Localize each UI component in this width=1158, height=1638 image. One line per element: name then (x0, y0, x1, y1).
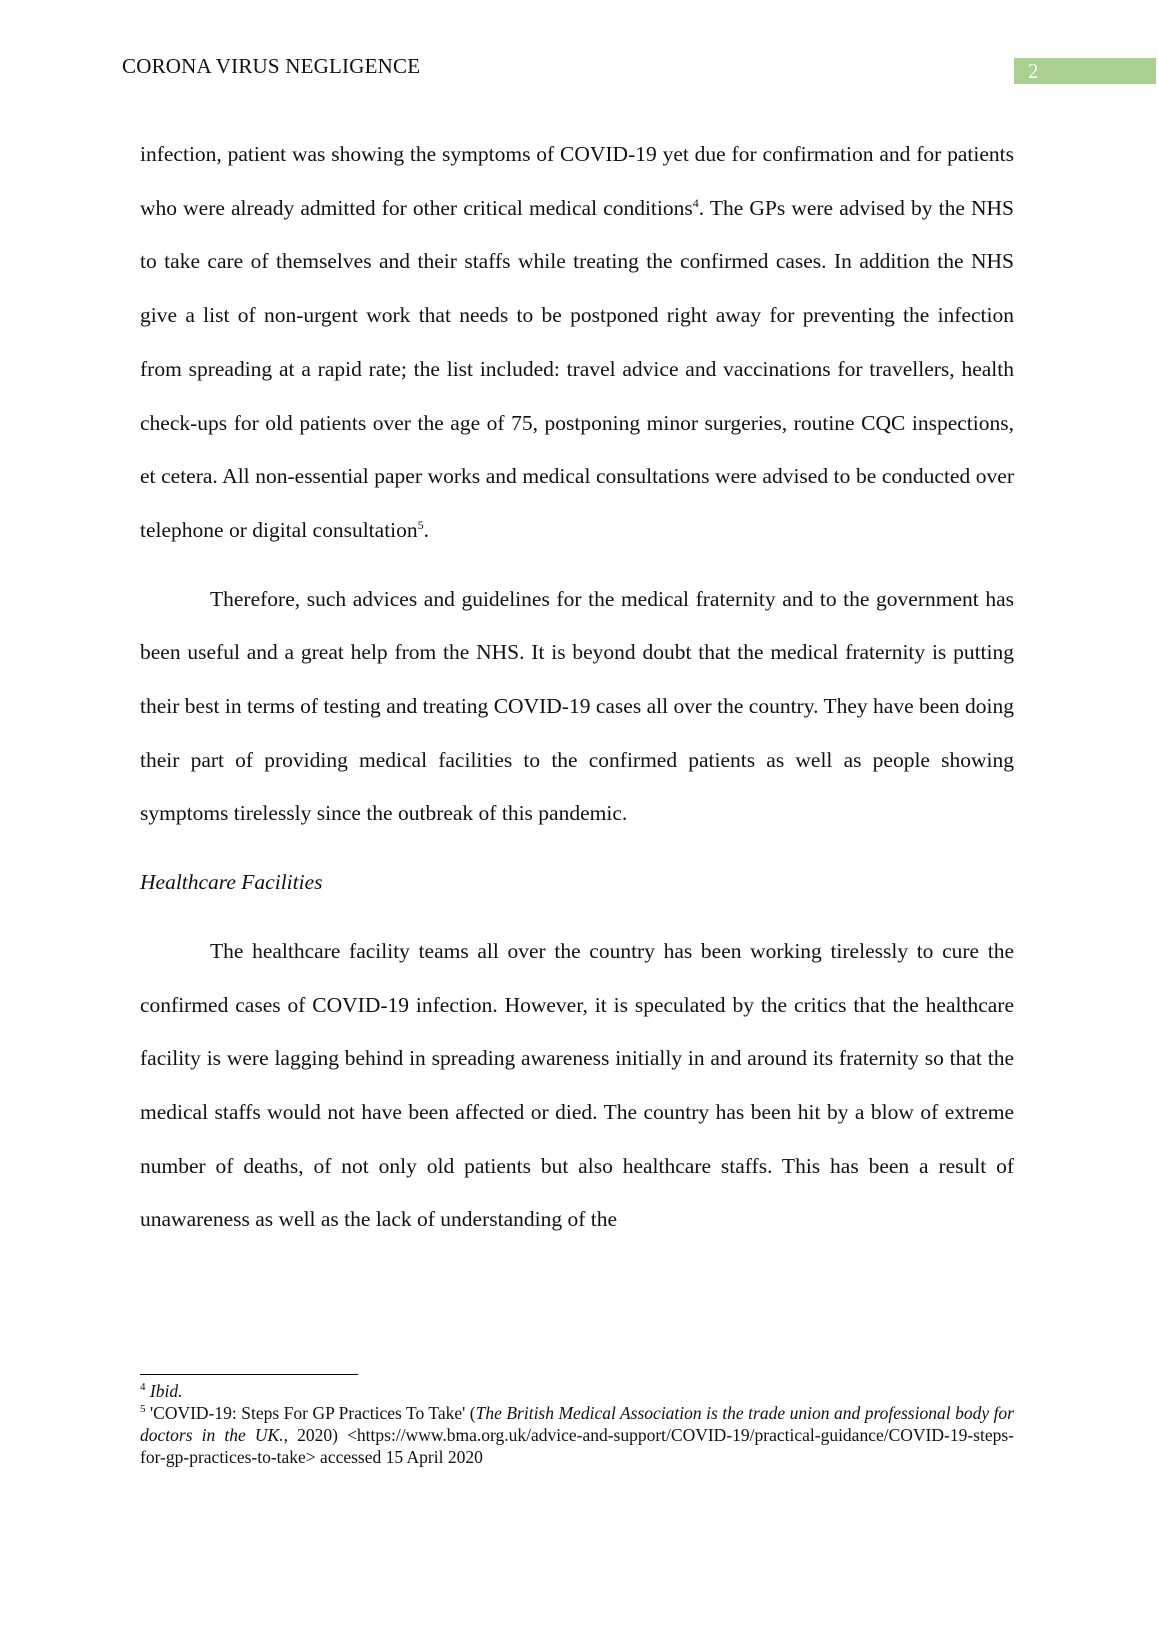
footnote-ref-5: 5 (417, 517, 424, 532)
footnote-separator (140, 1374, 358, 1375)
footnote-5-number: 5 (140, 1403, 146, 1416)
body-text (140, 128, 1014, 1247)
paragraph-3: The healthcare facility teams all over the country has been working tirelessly to cure the confirmed cases of COVID-19 infection. However, it is speculated by the critics that the healthcare facility is were lagging behind in spreading awareness initially in and around its fraternity so that the medical staffs would not have been affected or died. The country has been hit by a blow of extreme number of deaths, of not only old patients but also healthcare staffs. This has been a result of unawareness as well as the lack of understanding of the (140, 938, 1014, 1232)
header-title: CORONA VIRUS NEGLIGENCE (122, 54, 421, 78)
footnote-5-link: , 2020) <https://www.bma.org.uk/advice-and-support/COVID-19/practical-guidance/COVID-19-steps-for-gp-practices-to-take> accessed 15 April 2020 (140, 1425, 1014, 1467)
paragraph-1-text-a: infection, patient was showing the symptoms of COVID-19 yet due for confirmation and for patients who were already admitted for other critical medical conditions (140, 142, 1014, 220)
paragraph-1-text-b: . The GPs were advised by the NHS to take care of themselves and their staffs while treating the confirmed cases. In addition the NHS give a list of non-urgent work that needs to be postponed right away for preventing the infection from spreading at a rapid rate; the list included: travel advice and vaccinations for travellers, health check-ups for old patients over the age of 75, postponing minor surgeries, routine CQC inspections, et cetera. All non-essential paper works and medical consultations were advised to be conducted over telephone or digital consultation (140, 195, 1014, 542)
footnote-ref-4: 4 (692, 195, 699, 210)
footnote-5-title: 'COVID-19: Steps For GP Practices To Take' ( (145, 1403, 476, 1423)
section-heading: Healthcare Facilities (140, 870, 323, 895)
paragraph-1-text-c: . (423, 517, 430, 542)
footnote-4 (140, 1380, 1014, 1402)
footnotes (140, 1380, 1014, 1468)
paragraph-2: Therefore, such advices and guidelines for the medical fraternity and to the government has been useful and a great help from the NHS. It is beyond doubt that the medical fraternity is putting their best in terms of testing and treating COVID-19 cases all over the country. They have been doing their part of providing medical facilities to the confirmed patients as well as people showing symptoms tirelessly since the outbreak of this pandemic. (140, 586, 1014, 826)
page-number: 2 (1028, 59, 1039, 83)
footnote-5 (140, 1402, 1014, 1468)
footnote-5-publisher: The British Medical Association is the trade union and professional body for doctors in the UK. (140, 1403, 1014, 1445)
footnote-4-number: 4 (140, 1381, 146, 1394)
page-number-box (1014, 58, 1156, 84)
paragraph-1 (140, 128, 1014, 558)
footnote-4-text: Ibid. (149, 1381, 183, 1401)
